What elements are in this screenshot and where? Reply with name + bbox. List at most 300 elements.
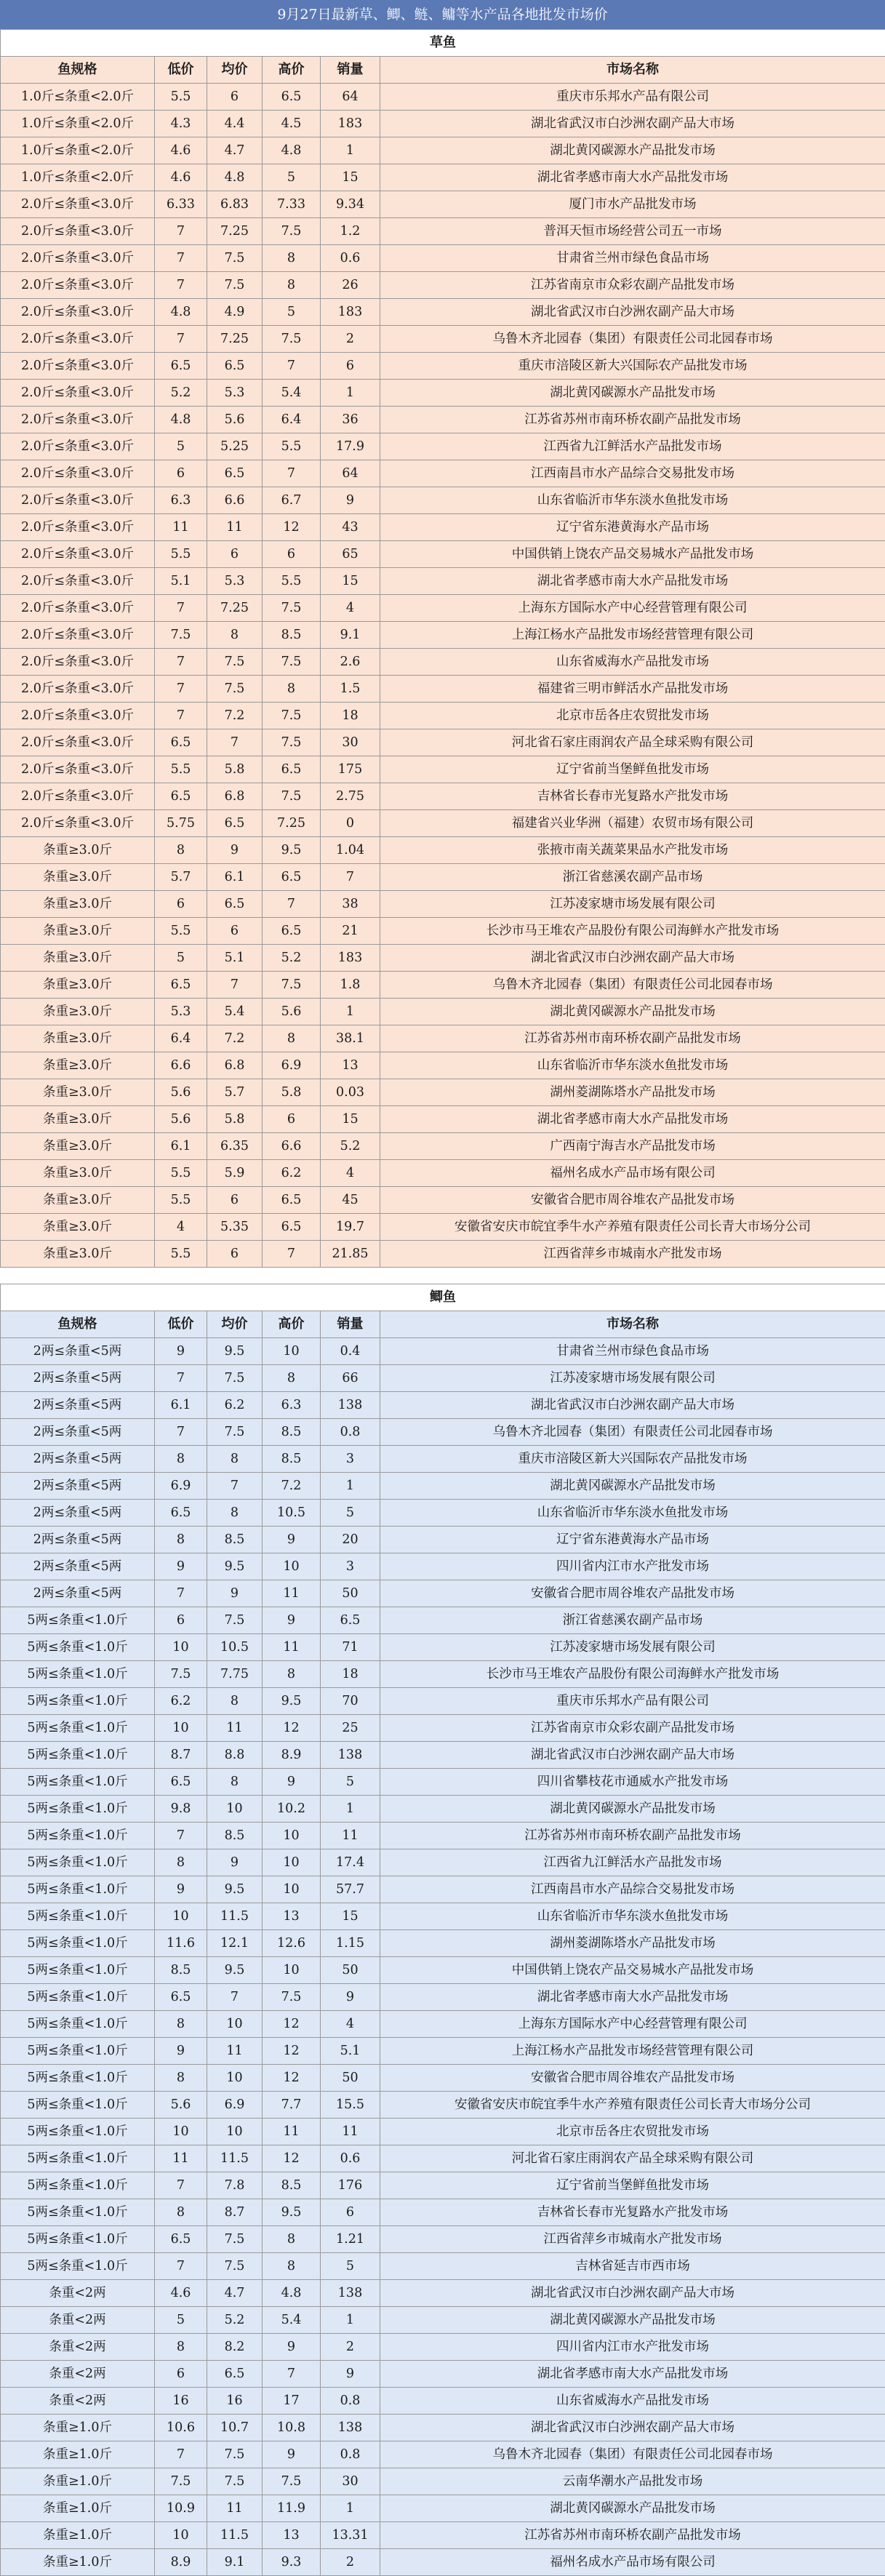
avg-price-cell: 5.25 — [207, 433, 263, 460]
low-price-cell: 6.4 — [155, 1025, 207, 1052]
low-price-cell: 8 — [155, 2011, 207, 2038]
market-name-cell: 四川省攀枝花市通威水产批发市场 — [380, 1769, 885, 1796]
volume-cell: 138 — [321, 1392, 380, 1419]
volume-cell: 6.5 — [321, 1607, 380, 1634]
avg-price-cell: 6.5 — [207, 460, 263, 487]
avg-price-cell: 6.1 — [207, 864, 263, 891]
market-name-cell: 江苏省苏州市南环桥农副产品批发市场 — [380, 407, 885, 433]
volume-cell: 0.8 — [321, 2441, 380, 2468]
avg-price-cell: 8 — [207, 1769, 263, 1796]
spec-cell: 条重≥3.0斤 — [1, 1160, 155, 1187]
high-price-cell: 4.8 — [263, 137, 321, 164]
low-price-cell: 7 — [155, 703, 207, 729]
volume-cell: 2 — [321, 2334, 380, 2361]
low-price-cell: 6.5 — [155, 1984, 207, 2011]
low-price-cell: 6.5 — [155, 1769, 207, 1796]
table-row — [1, 1634, 885, 1661]
low-price-cell: 7 — [155, 1823, 207, 1849]
avg-price-cell: 4.8 — [207, 164, 263, 191]
market-name-cell: 安徽省安庆市皖宜季牛水产养殖有限责任公司长青大市场分公司 — [380, 2092, 885, 2119]
spec-cell: 2.0斤≤条重<3.0斤 — [1, 514, 155, 541]
high-price-cell: 7.5 — [263, 972, 321, 999]
volume-cell: 138 — [321, 1742, 380, 1769]
spec-cell: 2.0斤≤条重<3.0斤 — [1, 299, 155, 326]
avg-price-cell: 10 — [207, 2011, 263, 2038]
market-name-cell: 湖北省武汉市白沙洲农副产品大市场 — [380, 2415, 885, 2441]
avg-price-cell: 11 — [207, 2038, 263, 2065]
volume-cell: 9 — [321, 487, 380, 514]
market-name-cell: 吉林省长春市光复路水产批发市场 — [380, 2199, 885, 2226]
market-name-cell: 辽宁省东港黄海水产品市场 — [380, 514, 885, 541]
table-row — [1, 1106, 885, 1133]
high-price-cell: 6.9 — [263, 1052, 321, 1079]
high-price-cell: 13 — [263, 2522, 321, 2549]
high-price-cell: 7 — [263, 2361, 321, 2388]
avg-price-cell: 7.5 — [207, 2226, 263, 2253]
avg-price-cell: 7 — [207, 1984, 263, 2011]
volume-cell: 7 — [321, 864, 380, 891]
high-price-cell: 8 — [263, 2253, 321, 2280]
low-price-cell: 4.8 — [155, 407, 207, 433]
volume-cell: 1.5 — [321, 676, 380, 703]
spec-cell: 2.0斤≤条重<3.0斤 — [1, 245, 155, 272]
avg-price-cell: 6.5 — [207, 2361, 263, 2388]
spec-cell: 5两≤条重<1.0斤 — [1, 1742, 155, 1769]
spec-cell: 2.0斤≤条重<3.0斤 — [1, 460, 155, 487]
avg-price-cell: 6 — [207, 1241, 263, 1268]
low-price-cell: 10 — [155, 2522, 207, 2549]
market-name-cell: 张掖市南关蔬菜果品水产批发市场 — [380, 837, 885, 864]
spec-cell: 条重<2两 — [1, 2307, 155, 2334]
low-price-cell: 8.7 — [155, 1742, 207, 1769]
market-name-cell: 江西南昌市水产品综合交易批发市场 — [380, 460, 885, 487]
market-name-cell: 长沙市马王堆农产品股份有限公司海鲜水产批发市场 — [380, 1661, 885, 1688]
volume-cell: 2 — [321, 2549, 380, 2576]
high-price-cell: 7 — [263, 891, 321, 918]
column-header: 市场名称 — [380, 57, 885, 84]
avg-price-cell: 6.9 — [207, 2092, 263, 2119]
low-price-cell: 10 — [155, 1634, 207, 1661]
low-price-cell: 6.5 — [155, 783, 207, 810]
table-row — [1, 1823, 885, 1849]
avg-price-cell: 7.5 — [207, 245, 263, 272]
high-price-cell: 6.6 — [263, 1133, 321, 1160]
table-row — [1, 1241, 885, 1268]
avg-price-cell: 5.7 — [207, 1079, 263, 1106]
avg-price-cell: 7.2 — [207, 703, 263, 729]
high-price-cell: 6.5 — [263, 1214, 321, 1241]
table-row — [1, 1553, 885, 1580]
market-name-cell: 江苏省苏州市南环桥农副产品批发市场 — [380, 1025, 885, 1052]
volume-cell: 45 — [321, 1187, 380, 1214]
avg-price-cell: 11 — [207, 514, 263, 541]
avg-price-cell: 5.9 — [207, 1160, 263, 1187]
volume-cell: 1 — [321, 1473, 380, 1500]
table-row — [1, 2415, 885, 2441]
market-name-cell: 广西南宁海吉水产品批发市场 — [380, 1133, 885, 1160]
high-price-cell: 5.6 — [263, 999, 321, 1025]
spec-cell: 5两≤条重<1.0斤 — [1, 1984, 155, 2011]
column-header: 高价 — [263, 1311, 321, 1338]
market-name-cell: 福建省三明市鲜活水产品批发市场 — [380, 676, 885, 703]
spec-cell: 1.0斤≤条重<2.0斤 — [1, 137, 155, 164]
market-name-cell: 辽宁省东港黄海水产品市场 — [380, 1527, 885, 1553]
market-name-cell: 重庆市涪陵区新大兴国际农产品批发市场 — [380, 1446, 885, 1473]
avg-price-cell: 7.25 — [207, 595, 263, 622]
spec-cell: 2.0斤≤条重<3.0斤 — [1, 272, 155, 299]
avg-price-cell: 7.5 — [207, 676, 263, 703]
table-row — [1, 2172, 885, 2199]
table-row — [1, 2441, 885, 2468]
section-title-row — [1, 30, 885, 57]
section-gap — [0, 1268, 885, 1284]
volume-cell: 183 — [321, 299, 380, 326]
low-price-cell: 6.2 — [155, 1688, 207, 1715]
market-name-cell: 甘肃省兰州市绿色食品市场 — [380, 245, 885, 272]
low-price-cell: 7.5 — [155, 1661, 207, 1688]
table-row — [1, 164, 885, 191]
market-name-cell: 湖北黄冈碳源水产品批发市场 — [380, 1796, 885, 1823]
volume-cell: 15.5 — [321, 2092, 380, 2119]
low-price-cell: 6.3 — [155, 487, 207, 514]
spec-cell: 5两≤条重<1.0斤 — [1, 1849, 155, 1876]
high-price-cell: 6.2 — [263, 1160, 321, 1187]
avg-price-cell: 7.2 — [207, 1025, 263, 1052]
low-price-cell: 8 — [155, 2065, 207, 2092]
volume-cell: 30 — [321, 729, 380, 756]
high-price-cell: 5.4 — [263, 380, 321, 407]
low-price-cell: 6.5 — [155, 729, 207, 756]
high-price-cell: 6.4 — [263, 407, 321, 433]
table-row — [1, 2011, 885, 2038]
market-name-cell: 江苏凌家塘市场发展有限公司 — [380, 891, 885, 918]
spec-cell: 5两≤条重<1.0斤 — [1, 2253, 155, 2280]
volume-cell: 1 — [321, 2307, 380, 2334]
high-price-cell: 7.25 — [263, 810, 321, 837]
low-price-cell: 5.5 — [155, 756, 207, 783]
spec-cell: 5两≤条重<1.0斤 — [1, 1930, 155, 1957]
avg-price-cell: 9.1 — [207, 2549, 263, 2576]
table-row — [1, 460, 885, 487]
high-price-cell: 8 — [263, 1365, 321, 1392]
page-title: 9月27日最新草、鲫、鲢、鳙等水产品各地批发市场价 — [0, 0, 885, 29]
market-name-cell: 江苏凌家塘市场发展有限公司 — [380, 1634, 885, 1661]
low-price-cell: 4.8 — [155, 299, 207, 326]
spec-cell: 条重≥1.0斤 — [1, 2495, 155, 2522]
high-price-cell: 8 — [263, 1661, 321, 1688]
spec-cell: 2两≤条重<5两 — [1, 1365, 155, 1392]
table-row — [1, 137, 885, 164]
volume-cell: 5 — [321, 2253, 380, 2280]
table-row — [1, 676, 885, 703]
spec-cell: 2两≤条重<5两 — [1, 1338, 155, 1365]
avg-price-cell: 8.5 — [207, 1527, 263, 1553]
spec-cell: 5两≤条重<1.0斤 — [1, 1957, 155, 1984]
spec-cell: 条重≥3.0斤 — [1, 1106, 155, 1133]
volume-cell: 2.6 — [321, 649, 380, 676]
avg-price-cell: 9.5 — [207, 1338, 263, 1365]
high-price-cell: 7.5 — [263, 2468, 321, 2495]
table-row — [1, 2145, 885, 2172]
high-price-cell: 9 — [263, 1527, 321, 1553]
table-row — [1, 837, 885, 864]
volume-cell: 15 — [321, 1106, 380, 1133]
low-price-cell: 16 — [155, 2388, 207, 2415]
high-price-cell: 11 — [263, 2119, 321, 2145]
avg-price-cell: 6.83 — [207, 191, 263, 218]
market-name-cell: 湖北省武汉市白沙洲农副产品大市场 — [380, 945, 885, 972]
high-price-cell: 6.5 — [263, 864, 321, 891]
volume-cell: 64 — [321, 84, 380, 111]
column-header: 均价 — [207, 57, 263, 84]
high-price-cell: 7.5 — [263, 218, 321, 245]
low-price-cell: 5.5 — [155, 84, 207, 111]
high-price-cell: 6.5 — [263, 756, 321, 783]
spec-cell: 条重<2两 — [1, 2388, 155, 2415]
low-price-cell: 5.6 — [155, 2092, 207, 2119]
market-name-cell: 中国供销上饶农产品交易城水产品批发市场 — [380, 541, 885, 568]
table-row — [1, 1849, 885, 1876]
spec-cell: 5两≤条重<1.0斤 — [1, 2092, 155, 2119]
market-name-cell: 湖北省武汉市白沙洲农副产品大市场 — [380, 111, 885, 137]
spec-cell: 条重≥3.0斤 — [1, 864, 155, 891]
market-name-cell: 吉林省长春市光复路水产批发市场 — [380, 783, 885, 810]
table-row — [1, 2038, 885, 2065]
spec-cell: 2.0斤≤条重<3.0斤 — [1, 353, 155, 380]
volume-cell: 65 — [321, 541, 380, 568]
table-row — [1, 1446, 885, 1473]
low-price-cell: 9 — [155, 1876, 207, 1903]
spec-cell: 2两≤条重<5两 — [1, 1419, 155, 1446]
table-row — [1, 1688, 885, 1715]
low-price-cell: 6.33 — [155, 191, 207, 218]
low-price-cell: 7 — [155, 218, 207, 245]
avg-price-cell: 16 — [207, 2388, 263, 2415]
volume-cell: 1.15 — [321, 1930, 380, 1957]
volume-cell: 1 — [321, 1796, 380, 1823]
high-price-cell: 9 — [263, 1769, 321, 1796]
low-price-cell: 6.5 — [155, 972, 207, 999]
avg-price-cell: 8 — [207, 622, 263, 649]
spec-cell: 条重≥3.0斤 — [1, 918, 155, 945]
market-name-cell: 安徽省合肥市周谷堆农产品批发市场 — [380, 1187, 885, 1214]
volume-cell: 0.6 — [321, 245, 380, 272]
volume-cell: 30 — [321, 2468, 380, 2495]
market-name-cell: 湖北省武汉市白沙洲农副产品大市场 — [380, 1742, 885, 1769]
high-price-cell: 8 — [263, 676, 321, 703]
volume-cell: 38 — [321, 891, 380, 918]
high-price-cell: 5.5 — [263, 433, 321, 460]
avg-price-cell: 5.1 — [207, 945, 263, 972]
high-price-cell: 5.2 — [263, 945, 321, 972]
volume-cell: 64 — [321, 460, 380, 487]
table-row — [1, 1876, 885, 1903]
high-price-cell: 10.5 — [263, 1500, 321, 1527]
spec-cell: 5两≤条重<1.0斤 — [1, 2038, 155, 2065]
market-name-cell: 上海东方国际水产中心经营管理有限公司 — [380, 2011, 885, 2038]
spec-cell: 条重≥1.0斤 — [1, 2415, 155, 2441]
volume-cell: 176 — [321, 2172, 380, 2199]
table-row — [1, 2468, 885, 2495]
avg-price-cell: 5.2 — [207, 2307, 263, 2334]
avg-price-cell: 7 — [207, 972, 263, 999]
high-price-cell: 7 — [263, 1241, 321, 1268]
low-price-cell: 7 — [155, 272, 207, 299]
table-row — [1, 1473, 885, 1500]
avg-price-cell: 11.5 — [207, 2522, 263, 2549]
table-row — [1, 1527, 885, 1553]
volume-cell: 38.1 — [321, 1025, 380, 1052]
table-header-row — [1, 57, 885, 84]
avg-price-cell: 6 — [207, 918, 263, 945]
high-price-cell: 10 — [263, 1876, 321, 1903]
volume-cell: 71 — [321, 1634, 380, 1661]
market-name-cell: 湖州菱湖陈塔水产品批发市场 — [380, 1079, 885, 1106]
market-name-cell: 甘肃省兰州市绿色食品市场 — [380, 1338, 885, 1365]
spec-cell: 条重<2两 — [1, 2280, 155, 2307]
avg-price-cell: 4.9 — [207, 299, 263, 326]
low-price-cell: 6.5 — [155, 353, 207, 380]
table-row — [1, 2092, 885, 2119]
spec-cell: 2两≤条重<5两 — [1, 1553, 155, 1580]
market-name-cell: 北京市岳各庄农贸批发市场 — [380, 2119, 885, 2145]
avg-price-cell: 7.5 — [207, 1607, 263, 1634]
high-price-cell: 12 — [263, 2011, 321, 2038]
avg-price-cell: 9 — [207, 1580, 263, 1607]
spec-cell: 2.0斤≤条重<3.0斤 — [1, 676, 155, 703]
sections-container — [0, 29, 885, 2576]
market-name-cell: 福建省兴业华洲（福建）农贸市场有限公司 — [380, 810, 885, 837]
volume-cell: 1.2 — [321, 218, 380, 245]
table-row — [1, 218, 885, 245]
avg-price-cell: 5.6 — [207, 407, 263, 433]
market-name-cell: 重庆市涪陵区新大兴国际农产品批发市场 — [380, 353, 885, 380]
market-name-cell: 福州名成水产品市场有限公司 — [380, 1160, 885, 1187]
spec-cell: 2两≤条重<5两 — [1, 1527, 155, 1553]
table-row — [1, 1392, 885, 1419]
spec-cell: 2.0斤≤条重<3.0斤 — [1, 568, 155, 595]
low-price-cell: 5 — [155, 2307, 207, 2334]
low-price-cell: 7 — [155, 245, 207, 272]
table-row — [1, 380, 885, 407]
spec-cell: 2.0斤≤条重<3.0斤 — [1, 191, 155, 218]
table-row — [1, 1160, 885, 1187]
high-price-cell: 8.5 — [263, 1419, 321, 1446]
spec-cell: 5两≤条重<1.0斤 — [1, 1661, 155, 1688]
spec-cell: 2两≤条重<5两 — [1, 1500, 155, 1527]
volume-cell: 0.6 — [321, 2145, 380, 2172]
high-price-cell: 12 — [263, 2145, 321, 2172]
avg-price-cell: 5.3 — [207, 568, 263, 595]
spec-cell: 5两≤条重<1.0斤 — [1, 1688, 155, 1715]
price-table-1 — [0, 29, 885, 1268]
spec-cell: 2.0斤≤条重<3.0斤 — [1, 407, 155, 433]
high-price-cell: 9.5 — [263, 837, 321, 864]
volume-cell: 13.31 — [321, 2522, 380, 2549]
volume-cell: 9.34 — [321, 191, 380, 218]
spec-cell: 5两≤条重<1.0斤 — [1, 2011, 155, 2038]
avg-price-cell: 9.5 — [207, 1876, 263, 1903]
volume-cell: 20 — [321, 1527, 380, 1553]
low-price-cell: 6.5 — [155, 1500, 207, 1527]
market-name-cell: 浙江省慈溪农副产品市场 — [380, 1607, 885, 1634]
volume-cell: 3 — [321, 1553, 380, 1580]
avg-price-cell: 6 — [207, 541, 263, 568]
spec-cell: 条重≥3.0斤 — [1, 891, 155, 918]
volume-cell: 50 — [321, 2065, 380, 2092]
spec-cell: 5两≤条重<1.0斤 — [1, 1876, 155, 1903]
market-name-cell: 吉林省延吉市西市场 — [380, 2253, 885, 2280]
avg-price-cell: 11.5 — [207, 2145, 263, 2172]
low-price-cell: 7 — [155, 326, 207, 353]
market-name-cell: 重庆市乐邦水产品有限公司 — [380, 1688, 885, 1715]
low-price-cell: 8.9 — [155, 2549, 207, 2576]
column-header: 市场名称 — [380, 1311, 885, 1338]
avg-price-cell: 6.5 — [207, 353, 263, 380]
table-row — [1, 487, 885, 514]
table-row — [1, 756, 885, 783]
avg-price-cell: 9.5 — [207, 1957, 263, 1984]
market-name-cell: 湖北黄冈碳源水产品批发市场 — [380, 999, 885, 1025]
spec-cell: 2两≤条重<5两 — [1, 1473, 155, 1500]
table-row — [1, 2253, 885, 2280]
table-row — [1, 2388, 885, 2415]
high-price-cell: 6 — [263, 541, 321, 568]
volume-cell: 15 — [321, 1903, 380, 1930]
high-price-cell: 6.7 — [263, 487, 321, 514]
table-row — [1, 1187, 885, 1214]
volume-cell: 6 — [321, 2199, 380, 2226]
high-price-cell: 10.2 — [263, 1796, 321, 1823]
high-price-cell: 10 — [263, 1849, 321, 1876]
avg-price-cell: 7.5 — [207, 1365, 263, 1392]
market-name-cell: 湖北黄冈碳源水产品批发市场 — [380, 2495, 885, 2522]
market-name-cell: 安徽省合肥市周谷堆农产品批发市场 — [380, 1580, 885, 1607]
spec-cell: 条重≥1.0斤 — [1, 2441, 155, 2468]
volume-cell: 5 — [321, 1500, 380, 1527]
market-name-cell: 湖北省孝感市南大水产品批发市场 — [380, 1984, 885, 2011]
market-name-cell: 上海江杨水产品批发市场经营管理有限公司 — [380, 622, 885, 649]
market-name-cell: 湖北省孝感市南大水产品批发市场 — [380, 568, 885, 595]
low-price-cell: 5.5 — [155, 541, 207, 568]
avg-price-cell: 8 — [207, 1500, 263, 1527]
high-price-cell: 11 — [263, 1580, 321, 1607]
market-name-cell: 四川省内江市水产批发市场 — [380, 2334, 885, 2361]
spec-cell: 条重≥3.0斤 — [1, 999, 155, 1025]
table-row — [1, 595, 885, 622]
spec-cell: 2.0斤≤条重<3.0斤 — [1, 218, 155, 245]
market-name-cell: 湖州菱湖陈塔水产品批发市场 — [380, 1930, 885, 1957]
market-name-cell: 河北省石家庄雨润农产品全球采购有限公司 — [380, 2145, 885, 2172]
high-price-cell: 13 — [263, 1903, 321, 1930]
spec-cell: 5两≤条重<1.0斤 — [1, 2172, 155, 2199]
low-price-cell: 5.5 — [155, 1241, 207, 1268]
avg-price-cell: 5.8 — [207, 756, 263, 783]
high-price-cell: 10 — [263, 1553, 321, 1580]
avg-price-cell: 7.25 — [207, 218, 263, 245]
high-price-cell: 8 — [263, 245, 321, 272]
market-name-cell: 重庆市乐邦水产品有限公司 — [380, 84, 885, 111]
high-price-cell: 10 — [263, 1957, 321, 1984]
low-price-cell: 6.5 — [155, 2226, 207, 2253]
table-row — [1, 1930, 885, 1957]
low-price-cell: 7 — [155, 649, 207, 676]
column-header: 低价 — [155, 1311, 207, 1338]
spec-cell: 5两≤条重<1.0斤 — [1, 1607, 155, 1634]
avg-price-cell: 7.5 — [207, 649, 263, 676]
avg-price-cell: 6 — [207, 84, 263, 111]
low-price-cell: 5 — [155, 945, 207, 972]
